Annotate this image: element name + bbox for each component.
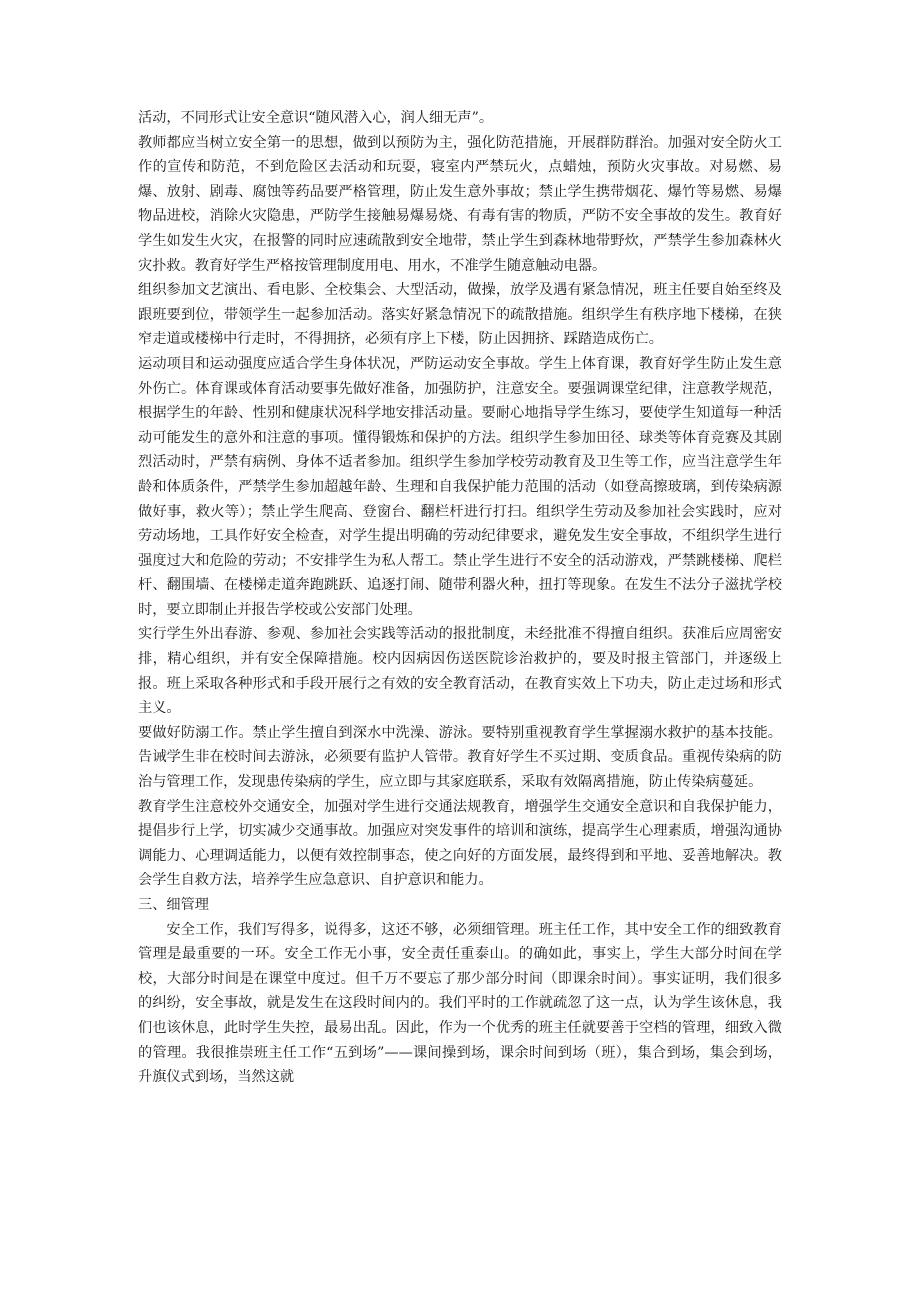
- paragraph-traffic-emergency: 教育学生注意校外交通安全，加强对学生进行交通法规教育，增强学生交通安全意识和自我保护能力，提倡步行上学，切实减少交通事故。加强应对突发事件的培训和演练，提高学生心理素质，增强沟通协调能力、心理调适能力，以便有效控制事态，使之向好的方面发展，最终得到和平地、妥善地解决。教会学生自救方法，培养学生应急意识、自护意识和能力。: [138, 798, 782, 889]
- section-heading-detailed-management: 三、细管理: [138, 897, 209, 913]
- paragraph-drowning-disease: 要做好防溺工作。禁止学生擅自到深水中洗澡、游泳。要特别重视教育学生掌握溺水救护的基本技能。告诫学生非在校时间去游泳，必须要有监护人管带。教育好学生不买过期、变质食品。重视传染病的防治与管理工作，发现患传染病的学生，应立即与其家庭联系，采取有效隔离措施，防止传染病蔓延。: [138, 724, 782, 791]
- paragraph-fire-safety: 教师都应当树立安全第一的思想，做到以预防为主，强化防范措施，开展群防群治。加强对安全防火工作的宣传和防范，不到危险区去活动和玩耍，寝室内严禁玩火，点蜡烛，预防火灾事故。对易燃、易爆、放射、剧毒、腐蚀等药品要严格管理，防止发生意外事故；禁止学生携带烟花、爆竹等易燃、易爆物品进校，消除火灾隐患，严防学生接触易爆易烧、有毒有害的物质，严防不安全事故的发生。教育好学生如发生火灾，在报警的同时应速疏散到安全地带，禁止学生到森林地带野炊，严禁学生参加森林火灾扑救。教育好学生严格按管理制度用电、用水，不准学生随意触动电器。: [138, 134, 782, 274]
- paragraph-sports-labor-safety: 运动项目和运动强度应适合学生身体状况，严防运动安全事故。学生上体育课，教育好学生防止发生意外伤亡。体育课或体育活动要事先做好准备，加强防护，注意安全。要强调课堂纪律，注意教学规范，根据学生的年龄、性别和健康状况科学地安排活动量。要耐心地指导学生练习，要使学生知道每一种活动可能发生的意外和注意的事项。懂得锻炼和保护的方法。组织学生参加田径、球类等体育竞赛及其剧烈活动时，严禁有病例、身体不适者参加。组织学生参加学校劳动教育及卫生等工作，应当注意学生年龄和体质条件，严禁学生参加超越年龄、生理和自我保护能力范围的活动（如登高擦玻璃，到传染病源做好事，救火等）；禁止学生爬高、登窗台、翻栏杆进行打扫。组织学生劳动及参加社会实践时，应对劳动场地，工具作好安全检查，对学生提出明确的劳动纪律要求，避免发生安全事故，不组织学生进行强度过大和危险的劳动；不安排学生为私人帮工。禁止学生进行不安全的活动游戏，严禁跳楼梯、爬栏杆、翻围墙、在楼梯走道奔跑跳跃、追逐打闹、随带利器火种，扭打等现象。在发生不法分子滋扰学校时，要立即制止并报告学校或公安部门处理。: [138, 355, 782, 618]
- paragraph-activity-awareness: 活动，不同形式让安全意识“随风潜入心，润人细无声”。: [138, 110, 494, 126]
- document-body: [138, 106, 782, 1090]
- paragraph-outing-approval: 实行学生外出春游、参观、参加社会实践等活动的报批制度，未经批准不得擅自组织。获准后应周密安排，精心组织，并有安全保障措施。校内因病因伤送医院诊治救护的，要及时报主管部门，并逐级上报。班上采取各种形式和手段开展行之有效的安全教育活动，在教育实效上下功夫，防止走过场和形式主义。: [138, 626, 782, 717]
- paragraph-event-evacuation: 组织参加文艺演出、看电影、全校集会、大型活动，做操，放学及遇有紧急情况，班主任要自始至终及跟班要到位，带领学生一起参加活动。落实好紧急情况下的疏散措施。组织学生有秩序地下楼梯，在狭窄走道或楼梯中行走时，不得拥挤，必须有序上下楼，防止因拥挤、踩踏造成伤亡。: [138, 282, 782, 348]
- paragraph-detailed-management: 安全工作，我们写得多，说得多，这还不够，必须细管理。班主任工作，其中安全工作的细致教育管理是最重要的一环。安全工作无小事，安全责任重泰山。的确如此，事实上，学生大部分时间在学校，大部分时间是在课堂中度过。但千万不要忘了那少部分时间（即课余时间）。事实证明，我们很多的纠纷，安全事故，就是发生在这段时间内的。我们平时的工作就疏忽了这一点，认为学生该休息，我们也该休息，此时学生失控，最易出乱。因此，作为一个优秀的班主任就要善于空档的管理，细致入微的管理。我很推崇班主任工作“五到场”——课间操到场，课余时间到场（班），集合到场，集会到场，升旗仪式到场，当然这就: [138, 921, 782, 1086]
